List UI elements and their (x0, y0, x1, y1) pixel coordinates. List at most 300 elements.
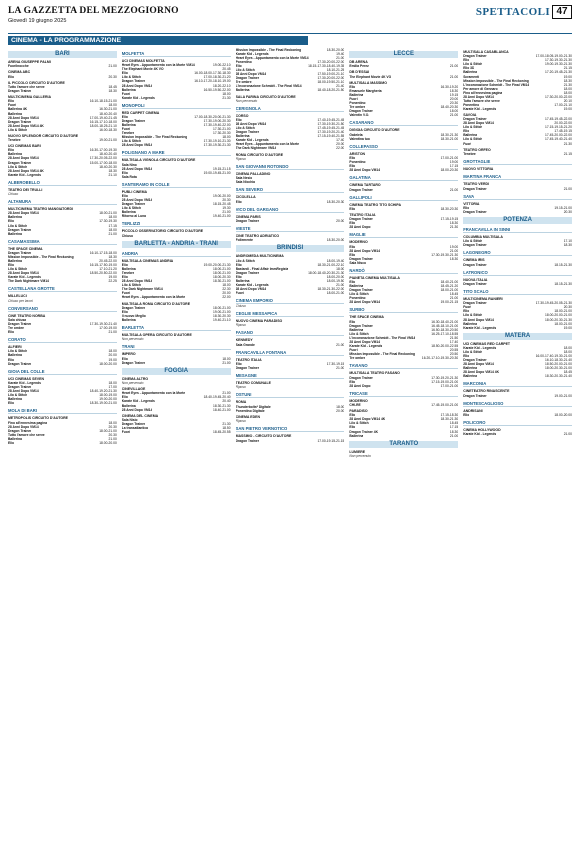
showtimes: 18.00 (336, 266, 345, 271)
showtimes: 17.00-21.00 (440, 156, 459, 161)
showtime-row (8, 89, 117, 93)
city-heading: LATRONICO (463, 270, 572, 276)
showtimes: 18.00-20.00 (554, 412, 572, 417)
film-title: Emilia Perez (349, 64, 369, 69)
cinema-name: CORSO (235, 113, 249, 118)
film-title: Dragon Trainer (463, 358, 487, 363)
film-title: Lilo & Stitch (463, 125, 483, 130)
film-title: 28 Anni Dopo VM14 (349, 168, 381, 173)
film-title: Karate Kid - Legends (8, 172, 41, 177)
showtimes: 21.00 (108, 231, 117, 236)
cinema-name: CINE TEATRO NORBA (8, 313, 46, 318)
showtimes: 17.00-21.00 (440, 383, 459, 388)
showtime-row (236, 200, 345, 204)
showtime-row (349, 403, 458, 407)
showtimes: 19.00 (108, 275, 117, 280)
film-title: Dragon Trainer (235, 366, 260, 371)
showtimes: 19.00-20.00 (212, 194, 231, 199)
film-title: Karate Kid - Legends (8, 380, 41, 385)
film-title: 28 Anni Dopo VM14 (349, 300, 381, 305)
film-title: Elio (235, 274, 242, 279)
showtimes: 19.00-21.15 (440, 300, 459, 305)
film-title: Karate Kid - Legends (235, 282, 269, 287)
cinema-name: ANDRISANI (463, 408, 483, 413)
city-heading: VIESTE (236, 226, 345, 232)
film-title: Ponentino (349, 101, 366, 106)
film-title: Tenebre (121, 131, 135, 136)
showtimes: 21.00 (336, 366, 345, 371)
city-heading: CERIGNOLA (236, 106, 345, 112)
showtimes: 20.00 (108, 353, 117, 358)
film-title: Fuori (121, 291, 131, 296)
film-title: Elio (349, 280, 356, 285)
film-title: 28 Anni Dopo VM14 (235, 72, 267, 77)
showtimes: 19.00-22.10 (212, 63, 231, 68)
showtimes: 18.00-19.00 (99, 393, 117, 398)
city-heading: SAN GIOVANNI ROTONDO (236, 164, 345, 170)
cinema-name: PIANETA CINEMA MULTISALA (349, 275, 400, 280)
film-title: Dragon Trainer (235, 218, 260, 223)
film-title: Dragon Trainer (349, 375, 373, 380)
region-heading: LECCE (349, 51, 458, 58)
showtimes: 21.50 (449, 335, 459, 340)
masthead (8, 6, 572, 36)
film-title: Karate Kid - Legends (235, 52, 269, 57)
showtimes: 21.00 (449, 433, 459, 438)
city-heading: SAN SEVERO (236, 187, 345, 193)
cinema-name: UCI CINEMAS MOLFETTA (121, 59, 165, 63)
showtimes: 17.30-19.30-21.30 (203, 143, 231, 148)
showtimes: 18.00 (108, 380, 117, 385)
film-title: 28 Anni Dopo VM14 (8, 424, 39, 429)
film-title: Elio (349, 164, 356, 169)
showtime-row (122, 175, 231, 179)
film-title: Dragon Trainer (463, 262, 487, 267)
showtimes: 22.00 (222, 295, 231, 300)
city-heading: GROTTAGLIE (463, 159, 572, 165)
city-heading: SAN PIETRO VERNOTICO (236, 426, 345, 432)
showtime-row (463, 152, 572, 156)
cinema-name: DIGIOIA CIRCUITO D'AUTORE (349, 128, 400, 133)
showtime-row (8, 401, 117, 405)
film-title: Elio (8, 401, 15, 406)
film-title: Karate Kid - Legends (463, 345, 497, 350)
showtimes: 18.00 (563, 350, 572, 354)
showtimes: 22.25 (108, 279, 117, 284)
showtimes: 17.10-21.20 (99, 267, 117, 272)
film-title: L'incoronazione Schmidt - The Final VM14 (349, 335, 416, 340)
showtimes (456, 261, 458, 265)
showtimes: 17.15 (449, 425, 459, 430)
film-title: 28 Anni Dopo VM14 (463, 94, 494, 99)
film-title: Elio (121, 275, 128, 280)
film-title: The Elephant Movie 4K VO (349, 74, 392, 79)
film-title: 28 Anni Dopo VM14 (463, 121, 494, 126)
cinema-name: ARISTON (349, 151, 366, 156)
cinema-name: IMPERO (121, 352, 136, 357)
film-title: Fuorilnocche (8, 64, 29, 69)
showtimes: 21.00 (222, 391, 231, 396)
film-title: 28 Anni Dopo VM14 4K (8, 123, 44, 128)
film-title: Elio (121, 263, 128, 268)
film-title: Dragon Trainer (235, 76, 260, 81)
cinema-name: MULTICINEMA TEATRO MANGIATORDI (8, 207, 73, 212)
film-title: Elio (463, 129, 470, 134)
film-title: Tre ombre (8, 326, 24, 331)
film-title: Tre ombre (349, 356, 366, 361)
showtime-row (349, 434, 458, 438)
film-title: Ponentino (235, 60, 252, 65)
film-title: 28 Anni Dopo VM14 (121, 166, 153, 171)
cinema-name: UCI CINEMAS BARI (8, 144, 41, 149)
showtimes: 16.00-18.30 (99, 127, 117, 132)
showtimes: 18.45 (563, 370, 572, 375)
cinema-name: CINEMA EDEN (235, 414, 260, 419)
showtimes: 18.00 (449, 109, 459, 114)
issue-date: Giovedì 19 giugno 2025 (8, 18, 67, 24)
film-title: Ballerina (8, 231, 22, 236)
city-heading: CONVERSANO (8, 306, 117, 312)
showtime-row (8, 75, 117, 79)
cinema-name: MULTISALA MASSIMO (349, 80, 387, 85)
cinema-name: MULTISALA TEATRO FASANO (349, 371, 400, 376)
showtimes: 18.00-20.00 (99, 440, 117, 445)
film-title: Ballerina (235, 134, 250, 139)
showtimes: 17.15 (449, 164, 459, 169)
status-note: Non pervenuto (121, 337, 144, 342)
showtimes: 17.30-19.30 (99, 219, 117, 224)
showtimes: 19.40-21.00 (212, 214, 231, 219)
showtime-row (122, 143, 231, 147)
film-title: Lilo & Stitch (349, 421, 369, 426)
film-title: Elio (8, 263, 15, 268)
cinema-name: MULTISALA CASABLANCA (463, 50, 509, 54)
film-title: Fuori (349, 348, 358, 353)
city-heading: SAVA (463, 194, 572, 200)
city-heading: ALTAMURA (8, 199, 117, 205)
film-title: Dragon Trainer (8, 361, 32, 366)
film-title: Valentin V.O. (349, 113, 370, 118)
film-title: Elio (349, 319, 356, 324)
showtimes: 21.40 (336, 84, 345, 89)
showtimes: 21.00 (449, 64, 459, 69)
showtimes (342, 180, 344, 184)
showtime-row (349, 188, 458, 192)
showtimes: 20.00 (336, 142, 345, 147)
showtime-row (236, 219, 345, 223)
showtimes: 21.00 (336, 56, 345, 61)
film-title: Chiuso (121, 233, 133, 238)
city-heading: MONOPOLI (122, 103, 231, 109)
showtime-row (122, 214, 231, 218)
city-heading: ANDRIA (122, 251, 231, 257)
showtimes: 18.00 (563, 345, 572, 350)
showtime-row (122, 430, 231, 434)
showtimes: 18.00 (108, 215, 117, 220)
film-title: Lilo & Stitch (8, 127, 28, 132)
film-title: Elio (235, 262, 242, 267)
showtimes: 19.00-19.45-21.00 (203, 170, 231, 175)
film-title: Dragon Trainer (8, 160, 32, 165)
showtime-row (122, 96, 231, 100)
film-title: Ballerina (349, 284, 364, 289)
cinema-name: THE SPACE CINEMA (8, 246, 43, 251)
status-note: Riposo (235, 419, 246, 424)
showtimes: 17.15-19.40-21.55 (317, 134, 345, 139)
film-title: Lilo & Stitch (8, 223, 28, 228)
film-title: Mission Impossible - The Final Reckoning (121, 135, 188, 140)
cinema-name: MODERNO (349, 398, 368, 403)
cinema-name: DB ARENA (349, 60, 368, 64)
showtimes: 20.30 (108, 424, 117, 429)
city-heading: TITO SCALO (463, 289, 572, 295)
showtimes: 18.30 (108, 89, 117, 94)
showtimes: 21.15 (563, 151, 572, 156)
showtime-row (349, 168, 458, 172)
film-title: 28 Anni Dopo (349, 383, 371, 388)
showtime-row (236, 238, 345, 242)
showtimes: 18.00-20.00-21.00 (545, 313, 572, 318)
status-note: Chiuso (8, 192, 19, 197)
cinema-name: MULTICINEMA GALLERIA (8, 95, 51, 100)
showtimes: 17.30-19.30-21.30 (545, 58, 572, 63)
film-title: Ritorno al Luna (121, 214, 146, 219)
film-title: Karate Kid - Legends (121, 95, 155, 100)
showtimes: 18.30-21.00 (440, 136, 459, 141)
showtimes: 20.30 (108, 432, 117, 437)
showtimes: 19.00-21.00 (554, 393, 572, 398)
film-title: Ballerina (8, 397, 22, 402)
film-title: Elio (349, 84, 356, 89)
film-title: Elio (463, 58, 470, 63)
showtime-row (349, 356, 458, 360)
film-title: Elio (8, 440, 15, 445)
showtimes: 21.00 (108, 330, 117, 335)
listing-column-1 (8, 48, 117, 828)
film-title: Fino all'ennesima pagina (463, 90, 503, 95)
showtimes: 19.40-21.10 (212, 317, 231, 322)
showtimes: 15.00-17.00-18.00 (89, 160, 117, 165)
film-title: 28 Anni Dopo VM14 (8, 156, 39, 161)
showtimes: 16.45-18.10-21.00 (431, 323, 459, 328)
status-note: Chiuso per lavori (8, 298, 33, 303)
showtimes: 17.30-19.10-21.30 (203, 139, 231, 144)
showtimes: 16.15-17.50-19.00 (89, 263, 117, 268)
showtimes: 20.50 (449, 352, 459, 357)
film-title: Elio (121, 115, 128, 120)
film-title: Tenebre (121, 271, 135, 276)
showtimes: 21.00 (336, 282, 345, 287)
showtimes: 16.30-17.00-19.30 (89, 148, 117, 153)
showtimes: 18.00 (222, 356, 231, 361)
film-title: 28 Anni Dopo VM14 (235, 286, 267, 291)
showtimes: 18.15-21.30 (554, 262, 572, 267)
showtimes: 19.00 (449, 244, 459, 249)
showtime-row (236, 146, 345, 150)
film-title: Dragon Trainer (121, 119, 146, 124)
showtimes: 19.15 (449, 93, 459, 98)
showtime-row (463, 263, 572, 267)
film-title: Fuori (235, 290, 244, 295)
city-heading: CEGLIE MESSAPICA (236, 311, 345, 317)
showtime-row (463, 432, 572, 436)
showtimes: 21.30 (222, 95, 231, 100)
film-title: 28 Anni Dopo VM14 (8, 389, 39, 394)
showtimes: 20.10 (563, 98, 572, 103)
film-title: Dragon Trainer (8, 89, 32, 94)
showtimes: 19.30 (222, 206, 231, 211)
showtimes: 17.15-18.30 (440, 413, 459, 418)
film-title: CHI-RE (349, 402, 361, 407)
cinema-name: PUBLI CINEMA (121, 189, 148, 194)
film-title: Dragon Trainer (463, 186, 487, 191)
showtime-row (463, 210, 572, 214)
showtimes: 18.40-20.30 (99, 164, 117, 169)
film-title: Elio (121, 356, 128, 361)
film-title: Mission Impossible - The Final Reckoning (235, 48, 302, 52)
showtimes: 18.40-21.00 (440, 280, 459, 285)
showtimes: 18.30 (449, 89, 459, 94)
showtimes: 17.30-20.00-22.00 (317, 76, 345, 81)
cinema-name: METROPOLIS CIRCUITO D'AUTORE (8, 416, 69, 421)
cinema-name: TEATRO COMUNALE (235, 381, 271, 386)
showtimes: 18.00-19.40 (326, 258, 345, 263)
film-title: Fuori (121, 127, 131, 132)
cinema-name: ANDROMEDA MULTICINEMA (235, 254, 284, 259)
film-title: Ballerina (463, 133, 478, 138)
showtimes: 18.50 (222, 426, 231, 430)
showtimes: 18.30 (563, 243, 572, 248)
showtime-row (236, 409, 345, 413)
cinema-name: NUOVO CINEMA PARADISO (235, 319, 283, 324)
region-heading: BARI (8, 51, 117, 58)
city-heading: MONTESCAGLIOSO (463, 401, 572, 407)
showtimes: 16.25-17.10-18.55 (431, 331, 459, 336)
film-title: 28 Anni Dopo VM14 (235, 122, 267, 127)
film-title: Karate Kid - Legends (349, 344, 383, 349)
publication-name: LA GAZZETTA DEL MEZZOGIORNO (8, 6, 179, 16)
film-title: The Elephant Movie 4K VO (121, 67, 164, 72)
film-title: Dragon Trainer (235, 438, 260, 443)
showtimes: 17.30-20.05-22.00 (89, 156, 117, 161)
film-title: Heart Eyes - Appuntamento con la Morte VM14 (235, 56, 309, 61)
film-title: L'incoronazione Schmidt - The Final VM14 (235, 84, 302, 89)
showtime-row (349, 300, 458, 304)
showtime-row (236, 291, 345, 295)
film-title: Elio 3D (463, 66, 475, 71)
city-heading: TERLIZZI (122, 221, 231, 227)
film-title: Ballerina (121, 267, 136, 272)
film-title: Heart Eyes - Appuntamento con la Morte (121, 295, 186, 300)
film-title: Tenebre (463, 151, 476, 156)
showtimes: 17.30-19.30-21.30 (431, 252, 459, 257)
showtimes: 18.45-21.20 (440, 284, 459, 289)
cinema-name: LUMIERE (349, 449, 366, 454)
showtimes: 18.40-21.00 (212, 407, 231, 412)
film-title: Mission Impossible - The Final Reckoning (8, 254, 74, 259)
showtimes: 16.50-18.30-20.50 (431, 327, 459, 332)
status-note: Riposo (235, 156, 246, 161)
cinema-name: CINEMA ABC (8, 70, 31, 75)
city-heading: MARCONIA (463, 381, 572, 387)
film-title: Heart Eyes - Appuntamento con la Morte VM14 (121, 63, 195, 68)
film-title: Dragon Trainer (235, 270, 260, 275)
film-title: Ballerina (121, 123, 136, 128)
cinema-name: MASSIMO - CIRCUITO D'AUTORE (235, 434, 292, 439)
showtimes: 17.30-20.00-22.00 (545, 94, 572, 99)
film-title: Elio (8, 74, 15, 79)
film-title: Tutto l'amore che serve (8, 84, 45, 89)
showtimes: 16.30-21.00 (99, 107, 117, 112)
showtimes: 16.10-18.30-21.40 (545, 358, 572, 363)
status-note: Riposo (235, 385, 246, 390)
film-title: Scramenti (463, 74, 480, 79)
showtimes: 18.00 (108, 103, 117, 108)
film-title: Ballerina (349, 433, 364, 438)
showtimes: 18.30 (563, 78, 572, 83)
showtime-row (236, 343, 345, 347)
cinema-name: CINEMA DEL CINEMA (121, 413, 159, 418)
showtimes: 18.00-21.00 (554, 309, 572, 314)
showtimes: 22.00 (336, 146, 345, 151)
showtimes: 18.00-21.00 (99, 428, 117, 433)
showtimes: 18.00-21.00 (212, 271, 231, 276)
showtimes: 18.00-21.00 (326, 290, 345, 295)
cinema-name: TEATRO ITALIA (235, 357, 262, 362)
film-title: Ballerina (121, 317, 136, 322)
cinema-name: NUOVO VITTORIA (463, 166, 494, 171)
film-title: 28 Anni Dopo VM14 (463, 362, 494, 367)
showtimes: 21.15 (563, 66, 572, 71)
region-heading: POTENZA (463, 217, 572, 224)
showtimes: 19.00-19.30-21.30 (545, 62, 572, 67)
cinema-name: CINEMA TEATRO TITO SCHIPA (349, 202, 401, 207)
cinema-name: CINETEATRO RINASCENTE (463, 389, 510, 394)
showtimes: 18.30-19.00-21.00 (89, 401, 117, 406)
showtimes: 16.10-18.15-21.00 (89, 99, 117, 104)
film-title: Ballerina (463, 374, 478, 379)
showtimes: 18.30-21.30 (440, 132, 459, 137)
listing-column-5 (463, 48, 572, 828)
showtimes: 18.00-21.00 (212, 267, 231, 272)
showtimes: 17.45-19.00-21.00 (431, 402, 459, 407)
showtimes: 19.00 (449, 160, 459, 165)
showtimes: 18.30-21.30 (212, 403, 231, 408)
film-title: 28 Anni Dopo (349, 225, 371, 230)
showtimes: 20.45-22.00 (99, 259, 117, 264)
showtimes: 18.00-19.50 (326, 278, 345, 283)
film-title: Valentina tuo (349, 136, 370, 141)
showtimes: 21.10 (108, 172, 117, 177)
film-title: Elio (8, 219, 15, 224)
film-title: Emanuele Margheria (349, 89, 382, 94)
film-title: 28 Anni Dopo VM14 (463, 317, 494, 322)
showtimes: 18.00 (108, 349, 117, 354)
film-title: 28 Anni Dopo VM14 (8, 115, 39, 120)
showtime-row (8, 279, 117, 283)
showtimes: 17.40 (449, 340, 459, 344)
showtimes: 18.00-20.00 (99, 361, 117, 366)
showtimes: 18.45-20.55 (212, 430, 231, 435)
cinema-name: RED CARPET CINEMA (121, 110, 160, 115)
film-title: Fuori (121, 430, 131, 435)
city-heading: MESAGNE (236, 373, 345, 379)
film-title: Tre ombre (235, 80, 252, 85)
film-title: Elio (121, 71, 128, 76)
cinema-name: UCI CINEMAS RED CARPET (463, 341, 511, 346)
showtimes: 17.00-21.10 (554, 102, 572, 107)
showtimes: 20.30 (563, 305, 572, 310)
